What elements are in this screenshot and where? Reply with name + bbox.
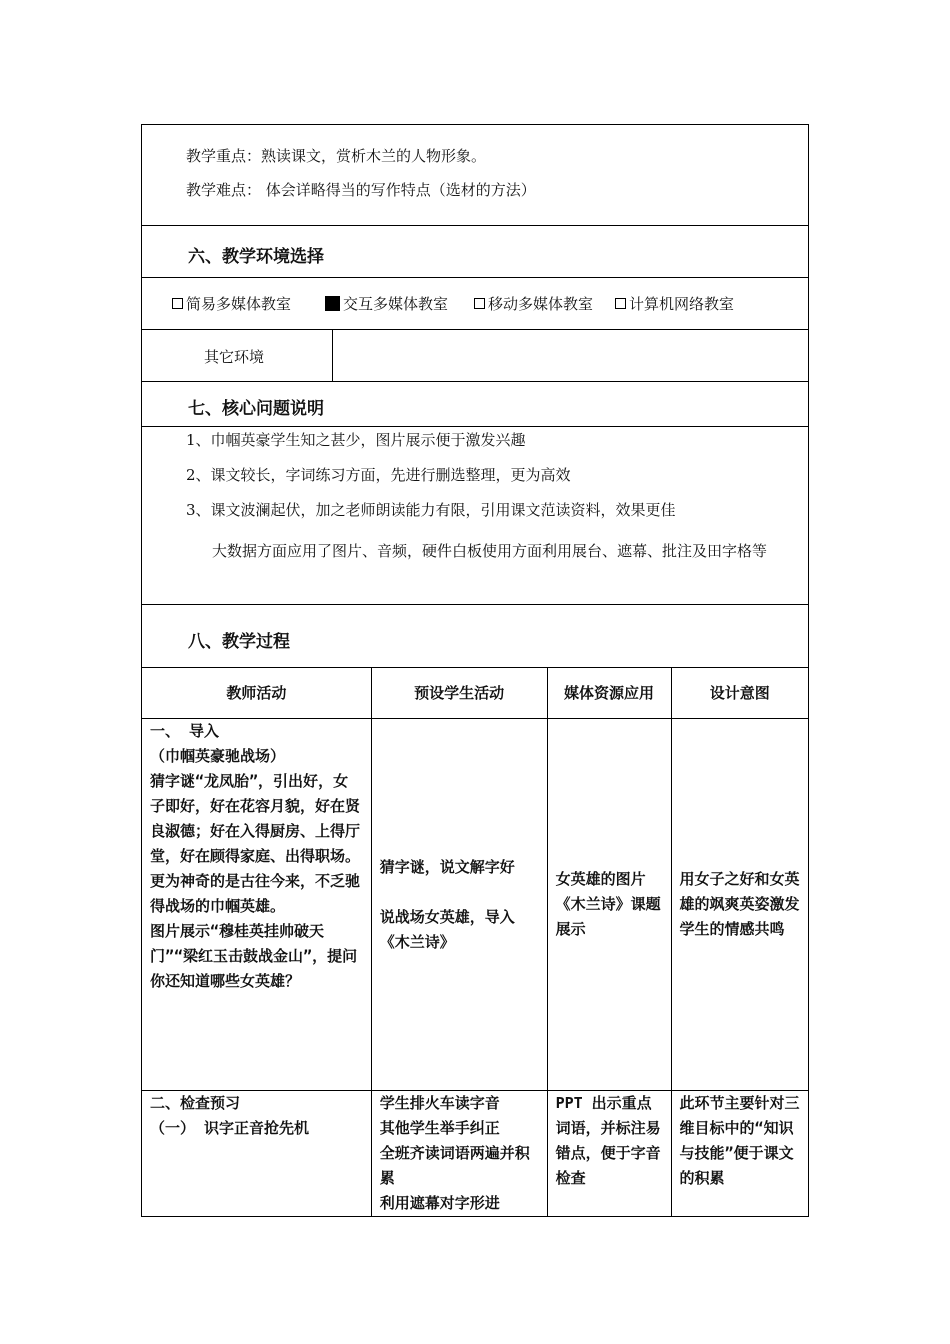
core-issue-paragraph: 大数据方面应用了图片、音频，硬件白板使用方面利用展台、遮幕、批注及田字格等 (212, 542, 768, 560)
header-intent: 设计意图 (671, 668, 808, 719)
option-label: 简易多媒体教室 (186, 295, 292, 313)
section8-title: 八、教学过程 (141, 604, 809, 668)
table-header-row (142, 668, 809, 719)
media-resource: PPT 出示重点词语，并标注易错点，便于字音检查 (547, 1091, 671, 1217)
teacher-activity: 一、 导入 （巾帼英豪驰战场） 猜字谜“龙凤胎”，引出好，女子即好，好在花容月貌，好在贤良淑德；好在入得厨房、上得厅堂，好在顾得家庭、出得职场。更为神奇的是古往今来，不乏驰得战场的巾帼英雄。 图片展示“穆桂英挂帅破天门”“梁红玉击鼓战金山”，提问你还知道哪些女英雄？ (142, 719, 372, 1091)
environment-options (141, 277, 809, 329)
student-activity: 学生排火车读字音 其他学生举手纠正 全班齐读词语两遍并积累 利用遮幕对字形进 (371, 1091, 547, 1217)
core-issue-item: 1、巾帼英豪学生知之甚少，图片展示便于激发兴趣 (186, 431, 526, 449)
header-student: 预设学生活动 (371, 668, 547, 719)
checkbox-unchecked[interactable] (615, 298, 626, 309)
teacher-activity: 二、检查预习 （一） 识字正音抢先机 (142, 1091, 372, 1217)
section6-title: 六、教学环境选择 (141, 225, 809, 277)
teaching-process-table (141, 667, 809, 1217)
checkbox-unchecked[interactable] (172, 298, 183, 309)
core-issues (141, 426, 809, 604)
lesson-plan-sheet (141, 124, 809, 668)
design-intent: 此环节主要针对三维目标中的“知识与技能”便于课文的积累 (671, 1091, 808, 1217)
option-label: 计算机网络教室 (629, 295, 735, 313)
student-activity: 猜字谜，说文解字好 说战场女英雄，导入《木兰诗》 (371, 719, 547, 1091)
difficulty: 教学难点： 体会详略得当的写作特点（选材的方法） (186, 181, 536, 199)
option-label: 移动多媒体教室 (488, 295, 594, 313)
section7-title: 七、核心问题说明 (141, 381, 809, 426)
option-computer-lab[interactable] (615, 293, 734, 314)
key-point: 教学重点：熟读课文，赏析木兰的人物形象。 (186, 147, 487, 165)
option-mobile-multimedia[interactable] (474, 293, 593, 314)
design-intent: 用女子之好和女英雄的飒爽英姿激发学生的情感共鸣 (671, 719, 808, 1091)
other-environment-label: 其它环境 (142, 330, 333, 381)
option-interactive-multimedia[interactable] (325, 293, 448, 314)
checkbox-checked[interactable] (325, 296, 340, 311)
core-issue-item: 3、课文波澜起伏，加之老师朗读能力有限，引用课文范读资料，效果更佳 (186, 501, 676, 519)
table-row (142, 1091, 809, 1217)
checkbox-unchecked[interactable] (474, 298, 485, 309)
option-label: 交互多媒体教室 (343, 295, 449, 313)
option-simple-multimedia[interactable] (172, 293, 291, 314)
other-environment-row (141, 329, 809, 381)
header-media: 媒体资源应用 (547, 668, 671, 719)
focus-section (141, 124, 809, 225)
media-resource: 女英雄的图片 《木兰诗》课题展示 (547, 719, 671, 1091)
table-row (142, 719, 809, 1091)
header-teacher: 教师活动 (142, 668, 372, 719)
core-issue-item: 2、课文较长，字词练习方面，先进行删选整理，更为高效 (186, 466, 571, 484)
